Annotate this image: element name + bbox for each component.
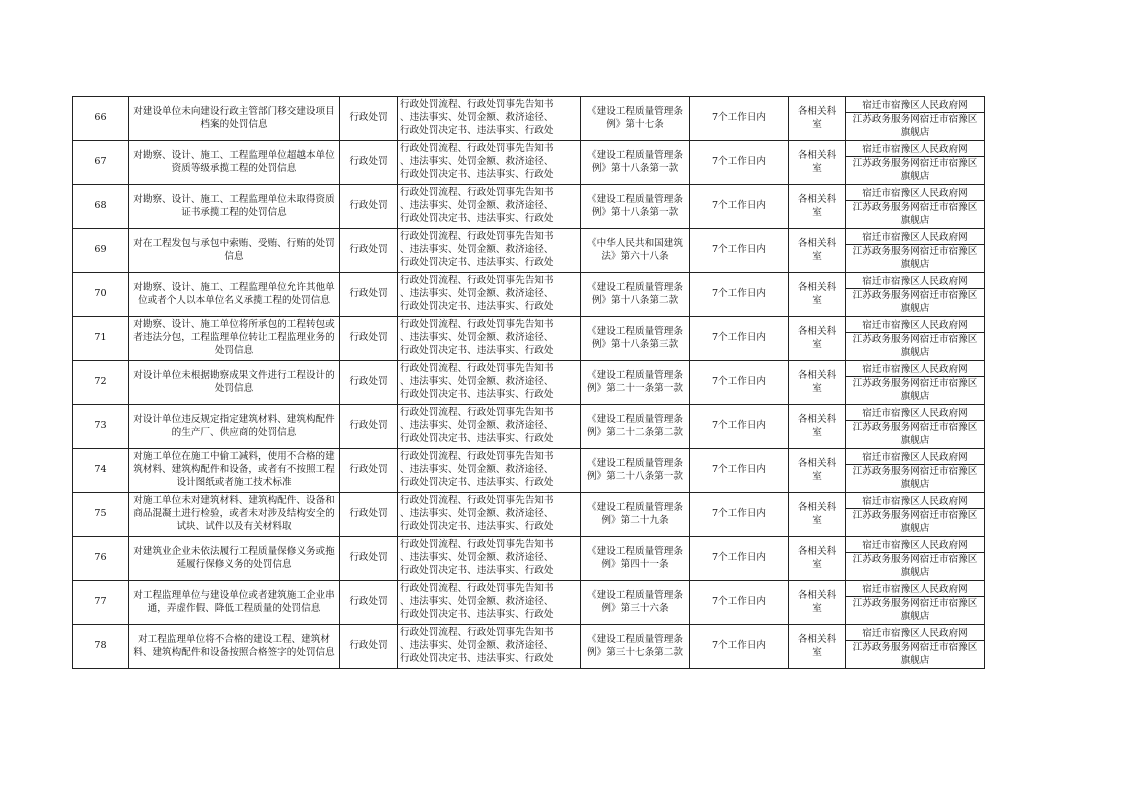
content-line: 行政处罚决定书、违法事实、行政处 [400, 520, 554, 532]
row-number: 75 [73, 493, 129, 537]
responsible-department: 各相关科室 [789, 229, 846, 273]
disclosure-table [72, 96, 985, 669]
content-line: 行政处罚决定书、违法事实、行政处 [400, 608, 554, 620]
channel-website: 宿迁市宿豫区人民政府网 [846, 275, 984, 289]
content-line: 、违法事实、处罚金额、救济途径、 [400, 112, 554, 124]
disclosure-content [398, 229, 581, 273]
row-number: 74 [73, 449, 129, 493]
item-name: 对建设单位未向建设行政主管部门移交建设项目档案的处罚信息 [129, 97, 340, 141]
channel-website: 宿迁市宿豫区人民政府网 [846, 539, 984, 553]
item-name: 对施工单位未对建筑材料、建筑构配件、设备和商品混凝土进行检验，或者未对涉及结构安全的试块、试件以及有关材料取 [129, 493, 340, 537]
content-line: 行政处罚流程、行政处罚事先告知书 [400, 99, 554, 111]
item-name: 对设计单位未根据勘察成果文件进行工程设计的处罚信息 [129, 361, 340, 405]
item-name: 对勘察、设计、施工单位将所承包的工程转包或者违法分包，工程监理单位转让工程监理业务的处罚信息 [129, 317, 340, 361]
content-line: 行政处罚流程、行政处罚事先告知书 [400, 627, 554, 639]
content-line: 行政处罚流程、行政处罚事先告知书 [400, 319, 554, 331]
content-line: 行政处罚决定书、违法事实、行政处 [400, 344, 554, 356]
legal-basis: 《建设工程质量管理条例》第十八条第一款 [581, 141, 690, 185]
table-row [73, 361, 985, 405]
disclosure-time-limit: 7个工作日内 [690, 141, 789, 185]
disclosure-content [398, 273, 581, 317]
content-line: 行政处罚决定书、违法事实、行政处 [400, 564, 554, 576]
item-type: 行政处罚 [340, 141, 398, 185]
table-row [73, 229, 985, 273]
responsible-department: 各相关科室 [789, 405, 846, 449]
table-row [73, 449, 985, 493]
channel-website: 宿迁市宿豫区人民政府网 [846, 583, 984, 597]
responsible-department: 各相关科室 [789, 273, 846, 317]
content-line: 、违法事实、处罚金额、救济途径、 [400, 640, 554, 652]
disclosure-channel [846, 625, 985, 669]
content-line: 、违法事实、处罚金额、救济途径、 [400, 200, 554, 212]
item-type: 行政处罚 [340, 493, 398, 537]
disclosure-content [398, 317, 581, 361]
item-type: 行政处罚 [340, 317, 398, 361]
disclosure-time-limit: 7个工作日内 [690, 229, 789, 273]
channel-website: 宿迁市宿豫区人民政府网 [846, 187, 984, 201]
legal-basis: 《建设工程质量管理条例》第十八条第一款 [581, 185, 690, 229]
disclosure-channel [846, 493, 985, 537]
disclosure-channel [846, 141, 985, 185]
content-line: 、违法事实、处罚金额、救济途径、 [400, 508, 554, 520]
item-name: 对工程监理单位与建设单位或者建筑施工企业串通，弄虚作假、降低工程质量的处罚信息 [129, 581, 340, 625]
item-type: 行政处罚 [340, 581, 398, 625]
channel-website: 宿迁市宿豫区人民政府网 [846, 319, 984, 333]
content-line: 、违法事实、处罚金额、救济途径、 [400, 332, 554, 344]
content-line: 、违法事实、处罚金额、救济途径、 [400, 156, 554, 168]
content-line: 行政处罚流程、行政处罚事先告知书 [400, 407, 554, 419]
disclosure-channel [846, 273, 985, 317]
item-type: 行政处罚 [340, 537, 398, 581]
content-line: 行政处罚流程、行政处罚事先告知书 [400, 231, 554, 243]
disclosure-time-limit: 7个工作日内 [690, 273, 789, 317]
item-type: 行政处罚 [340, 229, 398, 273]
row-number: 70 [73, 273, 129, 317]
channel-website: 宿迁市宿豫区人民政府网 [846, 627, 984, 641]
disclosure-content [398, 449, 581, 493]
content-line: 、违法事实、处罚金额、救济途径、 [400, 464, 554, 476]
disclosure-content [398, 185, 581, 229]
table-row [73, 317, 985, 361]
responsible-department: 各相关科室 [789, 97, 846, 141]
content-line: 、违法事实、处罚金额、救济途径、 [400, 596, 554, 608]
disclosure-time-limit: 7个工作日内 [690, 581, 789, 625]
channel-service-portal: 江苏政务服务网宿迁市宿豫区旗舰店 [852, 421, 978, 446]
disclosure-content [398, 493, 581, 537]
channel-service-portal: 江苏政务服务网宿迁市宿豫区旗舰店 [852, 465, 978, 490]
disclosure-content [398, 581, 581, 625]
item-name: 对在工程发包与承包中索贿、受贿、行贿的处罚信息 [129, 229, 340, 273]
disclosure-time-limit: 7个工作日内 [690, 625, 789, 669]
content-line: 行政处罚流程、行政处罚事先告知书 [400, 187, 554, 199]
disclosure-channel [846, 185, 985, 229]
table-row [73, 493, 985, 537]
channel-service-portal: 江苏政务服务网宿迁市宿豫区旗舰店 [852, 113, 978, 138]
item-type: 行政处罚 [340, 405, 398, 449]
row-number: 68 [73, 185, 129, 229]
row-number: 66 [73, 97, 129, 141]
disclosure-content [398, 97, 581, 141]
channel-website: 宿迁市宿豫区人民政府网 [846, 407, 984, 421]
disclosure-channel [846, 581, 985, 625]
disclosure-channel [846, 317, 985, 361]
table-row [73, 97, 985, 141]
legal-basis: 《建设工程质量管理条例》第十八条第二款 [581, 273, 690, 317]
disclosure-time-limit: 7个工作日内 [690, 317, 789, 361]
item-type: 行政处罚 [340, 449, 398, 493]
item-name: 对设计单位违反规定指定建筑材料、建筑构配件的生产厂、供应商的处罚信息 [129, 405, 340, 449]
content-line: 行政处罚流程、行政处罚事先告知书 [400, 363, 554, 375]
channel-website: 宿迁市宿豫区人民政府网 [846, 143, 984, 157]
channel-service-portal: 江苏政务服务网宿迁市宿豫区旗舰店 [852, 201, 978, 226]
disclosure-content [398, 405, 581, 449]
row-number: 77 [73, 581, 129, 625]
item-name: 对勘察、设计、施工、工程监理单位允许其他单位或者个人以本单位名义承揽工程的处罚信息 [129, 273, 340, 317]
content-line: 行政处罚流程、行政处罚事先告知书 [400, 451, 554, 463]
disclosure-channel [846, 405, 985, 449]
responsible-department: 各相关科室 [789, 317, 846, 361]
disclosure-time-limit: 7个工作日内 [690, 97, 789, 141]
item-name: 对勘察、设计、施工、工程监理单位未取得资质证书承揽工程的处罚信息 [129, 185, 340, 229]
content-line: 行政处罚决定书、违法事实、行政处 [400, 476, 554, 488]
disclosure-time-limit: 7个工作日内 [690, 449, 789, 493]
channel-website: 宿迁市宿豫区人民政府网 [846, 451, 984, 465]
legal-basis: 《建设工程质量管理条例》第二十九条 [581, 493, 690, 537]
legal-basis: 《建设工程质量管理条例》第三十六条 [581, 581, 690, 625]
item-name: 对工程监理单位将不合格的建设工程、建筑材料、建筑构配件和设备按照合格签字的处罚信息 [129, 625, 340, 669]
disclosure-content [398, 361, 581, 405]
content-line: 、违法事实、处罚金额、救济途径、 [400, 376, 554, 388]
channel-service-portal: 江苏政务服务网宿迁市宿豫区旗舰店 [852, 333, 978, 358]
responsible-department: 各相关科室 [789, 493, 846, 537]
item-type: 行政处罚 [340, 625, 398, 669]
legal-basis: 《建设工程质量管理条例》第四十一条 [581, 537, 690, 581]
channel-website: 宿迁市宿豫区人民政府网 [846, 495, 984, 509]
row-number: 71 [73, 317, 129, 361]
content-line: 行政处罚决定书、违法事实、行政处 [400, 124, 554, 136]
content-line: 行政处罚决定书、违法事实、行政处 [400, 300, 554, 312]
content-line: 行政处罚决定书、违法事实、行政处 [400, 168, 554, 180]
channel-service-portal: 江苏政务服务网宿迁市宿豫区旗舰店 [852, 597, 978, 622]
content-line: 行政处罚决定书、违法事实、行政处 [400, 256, 554, 268]
channel-website: 宿迁市宿豫区人民政府网 [846, 231, 984, 245]
responsible-department: 各相关科室 [789, 141, 846, 185]
content-line: 行政处罚流程、行政处罚事先告知书 [400, 583, 554, 595]
row-number: 78 [73, 625, 129, 669]
content-line: 行政处罚决定书、违法事实、行政处 [400, 388, 554, 400]
disclosure-channel [846, 537, 985, 581]
channel-service-portal: 江苏政务服务网宿迁市宿豫区旗舰店 [852, 641, 978, 666]
content-line: 行政处罚决定书、违法事实、行政处 [400, 432, 554, 444]
item-type: 行政处罚 [340, 273, 398, 317]
row-number: 69 [73, 229, 129, 273]
item-type: 行政处罚 [340, 185, 398, 229]
disclosure-channel [846, 361, 985, 405]
row-number: 73 [73, 405, 129, 449]
disclosure-time-limit: 7个工作日内 [690, 185, 789, 229]
table-row [73, 405, 985, 449]
channel-website: 宿迁市宿豫区人民政府网 [846, 363, 984, 377]
item-name: 对施工单位在施工中偷工减料，使用不合格的建筑材料、建筑构配件和设备，或者有不按照工程设计图纸或者施工技术标准 [129, 449, 340, 493]
disclosure-channel [846, 97, 985, 141]
legal-basis: 《建设工程质量管理条例》第三十七条第二款 [581, 625, 690, 669]
disclosure-time-limit: 7个工作日内 [690, 493, 789, 537]
table-row [73, 537, 985, 581]
channel-service-portal: 江苏政务服务网宿迁市宿豫区旗舰店 [852, 509, 978, 534]
content-line: 行政处罚决定书、违法事实、行政处 [400, 652, 554, 664]
legal-basis: 《建设工程质量管理条例》第十七条 [581, 97, 690, 141]
legal-basis: 《建设工程质量管理条例》第二十八条第一款 [581, 449, 690, 493]
legal-basis: 《建设工程质量管理条例》第二十二条第二款 [581, 405, 690, 449]
table-row [73, 581, 985, 625]
row-number: 67 [73, 141, 129, 185]
disclosure-time-limit: 7个工作日内 [690, 537, 789, 581]
channel-service-portal: 江苏政务服务网宿迁市宿豫区旗舰店 [852, 245, 978, 270]
table-row [73, 273, 985, 317]
row-number: 76 [73, 537, 129, 581]
responsible-department: 各相关科室 [789, 361, 846, 405]
table-row [73, 141, 985, 185]
item-type: 行政处罚 [340, 361, 398, 405]
legal-basis: 《建设工程质量管理条例》第二十一条第一款 [581, 361, 690, 405]
legal-basis: 《建设工程质量管理条例》第十八条第三款 [581, 317, 690, 361]
responsible-department: 各相关科室 [789, 185, 846, 229]
content-line: 、违法事实、处罚金额、救济途径、 [400, 552, 554, 564]
content-line: 、违法事实、处罚金额、救济途径、 [400, 420, 554, 432]
content-line: 行政处罚决定书、违法事实、行政处 [400, 212, 554, 224]
table-row [73, 185, 985, 229]
row-number: 72 [73, 361, 129, 405]
table-row [73, 625, 985, 669]
disclosure-content [398, 625, 581, 669]
content-line: 、违法事实、处罚金额、救济途径、 [400, 288, 554, 300]
item-name: 对建筑业企业未依法履行工程质量保修义务或拖延履行保修义务的处罚信息 [129, 537, 340, 581]
channel-website: 宿迁市宿豫区人民政府网 [846, 99, 984, 113]
content-line: 行政处罚流程、行政处罚事先告知书 [400, 539, 554, 551]
responsible-department: 各相关科室 [789, 537, 846, 581]
disclosure-channel [846, 449, 985, 493]
channel-service-portal: 江苏政务服务网宿迁市宿豫区旗舰店 [852, 289, 978, 314]
item-type: 行政处罚 [340, 97, 398, 141]
disclosure-channel [846, 229, 985, 273]
item-name: 对勘察、设计、施工、工程监理单位超越本单位资质等级承揽工程的处罚信息 [129, 141, 340, 185]
responsible-department: 各相关科室 [789, 625, 846, 669]
legal-basis: 《中华人民共和国建筑法》第六十八条 [581, 229, 690, 273]
channel-service-portal: 江苏政务服务网宿迁市宿豫区旗舰店 [852, 377, 978, 402]
content-line: 行政处罚流程、行政处罚事先告知书 [400, 275, 554, 287]
content-line: 行政处罚流程、行政处罚事先告知书 [400, 143, 554, 155]
content-line: 、违法事实、处罚金额、救济途径、 [400, 244, 554, 256]
content-line: 行政处罚流程、行政处罚事先告知书 [400, 495, 554, 507]
channel-service-portal: 江苏政务服务网宿迁市宿豫区旗舰店 [852, 553, 978, 578]
disclosure-time-limit: 7个工作日内 [690, 361, 789, 405]
channel-service-portal: 江苏政务服务网宿迁市宿豫区旗舰店 [852, 157, 978, 182]
responsible-department: 各相关科室 [789, 449, 846, 493]
disclosure-content [398, 141, 581, 185]
disclosure-time-limit: 7个工作日内 [690, 405, 789, 449]
disclosure-content [398, 537, 581, 581]
responsible-department: 各相关科室 [789, 581, 846, 625]
